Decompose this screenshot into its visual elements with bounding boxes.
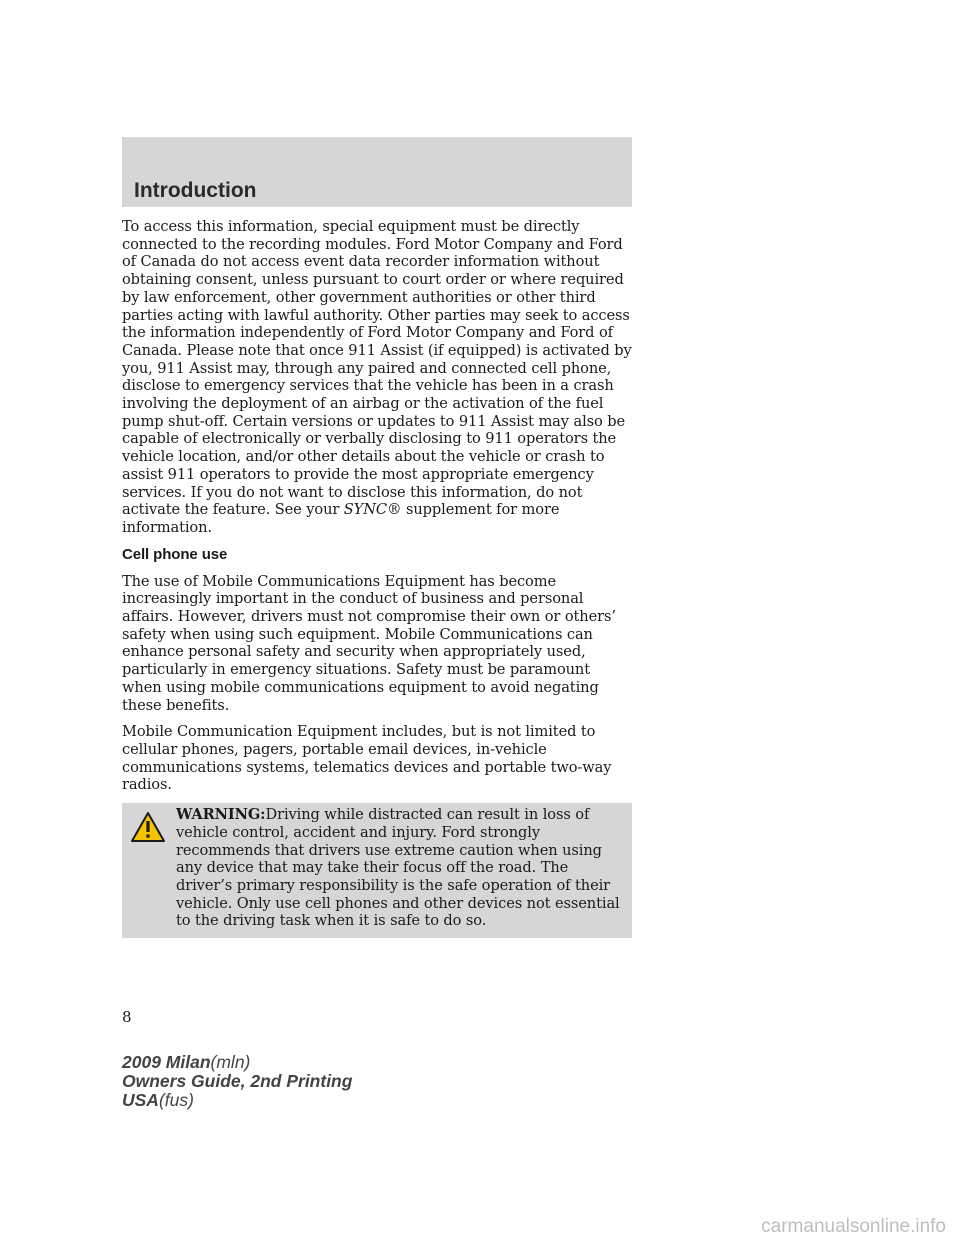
- section-title: Introduction: [134, 179, 257, 202]
- paragraph-mobile-communications: The use of Mobile Communications Equipment has become increasingly important in the conduct of business and personal affairs. However, drivers must not compromise their own or others’ safety when using such equipment. Mobile Communications can enhance personal safety and security when appropriately used, particularly in emergency situations. Safety must be paramount when using mobile communications equipment to avoid negating these benefits.: [122, 572, 616, 714]
- paragraph-text: To access this information, special equipment must be directly connected to the recording modules. Ford Motor Company and Ford of Canada do not access event data recorder information without obtaining consent, unless pursuant to court order or where required by law enforcement, other government authorities or other third parties acting with lawful authority. Other parties may seek to access the information independently of Ford Motor Company and Ford of Canada. Please note that once 911 Assist (if equipped) is activated by you, 911 Assist may, through any paired and connected cell phone, disclose to emergency services that the vehicle has been in a crash involving the deployment of an airbag or the activation of the fuel pump shut-off. Certain versions or updates to 911 Assist may also be capable of electronically or verbally disclosing to 911 operators the vehicle location, and/or other details about the vehicle or crash to assist 911 operators to provide the most appropriate emergency services. If you do not want to disclose this information, do not activate the feature. See your: [122, 218, 632, 519]
- footer-line-model: [122, 1053, 352, 1072]
- site-watermark: carmanualsonline.info: [761, 1216, 946, 1237]
- page-number: 8: [122, 1008, 132, 1026]
- footer-market-code: (fus): [158, 1090, 194, 1110]
- footer-model-code: (mln): [210, 1052, 251, 1072]
- warning-body: [126, 806, 628, 930]
- warning-label: WARNING:: [176, 806, 266, 824]
- subheading-cell-phone-use: Cell phone use: [122, 545, 228, 563]
- footer-market: USA: [122, 1090, 159, 1110]
- warning-box: [122, 803, 632, 938]
- paragraph-event-data: [122, 218, 632, 537]
- paragraph-equipment-list: Mobile Communication Equipment includes, but is not limited to cellular phones, pagers, portable email devices, in-vehicle communications systems, telematics devices and portable two-way radios.: [122, 723, 612, 794]
- document-footer: [122, 1053, 352, 1110]
- footer-edition: Owners Guide, 2nd Printing: [122, 1071, 353, 1091]
- warning-text: Driving while distracted can result in loss of vehicle control, accident and injury. Ford strongly recommends that drivers use extreme caution when using any device that may take their focus off the road. The driver’s primary responsibility is the safe operation of their vehicle. Only use cell phones and other devices not essential to the driving task when it is safe to do so.: [176, 806, 620, 930]
- sync-reference: SYNC®: [343, 501, 402, 519]
- page-content: [122, 218, 632, 938]
- paragraph-text-end: supplement for more information.: [122, 501, 560, 536]
- warning-triangle-icon: [130, 811, 166, 843]
- footer-model: 2009 Milan: [122, 1052, 211, 1072]
- footer-line-market: [122, 1091, 352, 1110]
